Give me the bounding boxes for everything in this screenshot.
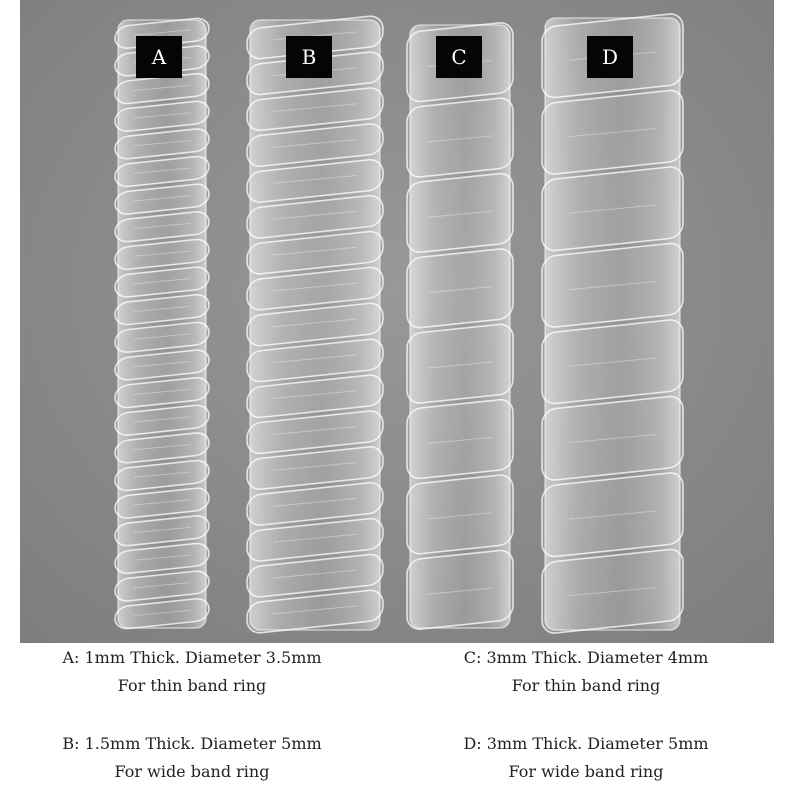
spiral-coil (407, 398, 513, 480)
caption-a-spec: A: 1mm Thick. Diameter 3.5mm (62, 648, 322, 667)
caption-d-use: For wide band ring (508, 762, 664, 781)
caption-c (396, 644, 776, 700)
caption-b (2, 730, 382, 786)
caption-d (396, 730, 776, 786)
spiral-tube-a (115, 17, 209, 630)
label-b-tag: B (286, 36, 332, 78)
caption-b-spec: B: 1.5mm Thick. Diameter 5mm (62, 734, 322, 753)
spiral-tube-c (407, 21, 513, 630)
caption-d-spec: D: 3mm Thick. Diameter 5mm (463, 734, 709, 753)
caption-a (2, 644, 382, 700)
spiral-coil (407, 474, 513, 556)
label-d-tag: D (587, 36, 633, 78)
label-a-tag: A (136, 36, 182, 78)
spiral-tube-d (542, 13, 683, 635)
spiral-coil (407, 323, 513, 405)
caption-c-use: For thin band ring (511, 676, 661, 695)
spiral-coil (407, 172, 513, 254)
caption-c-spec: C: 3mm Thick. Diameter 4mm (463, 648, 709, 667)
spiral-coil (407, 549, 513, 631)
spiral-tube-b (247, 15, 383, 634)
ring-sizer-spirals-illustration (20, 0, 774, 643)
caption-b-use: For wide band ring (114, 762, 270, 781)
spiral-coil (407, 97, 513, 179)
product-photo (20, 0, 774, 643)
label-c-tag: C (436, 36, 482, 78)
spiral-coil (407, 248, 513, 330)
caption-a-use: For thin band ring (117, 676, 267, 695)
